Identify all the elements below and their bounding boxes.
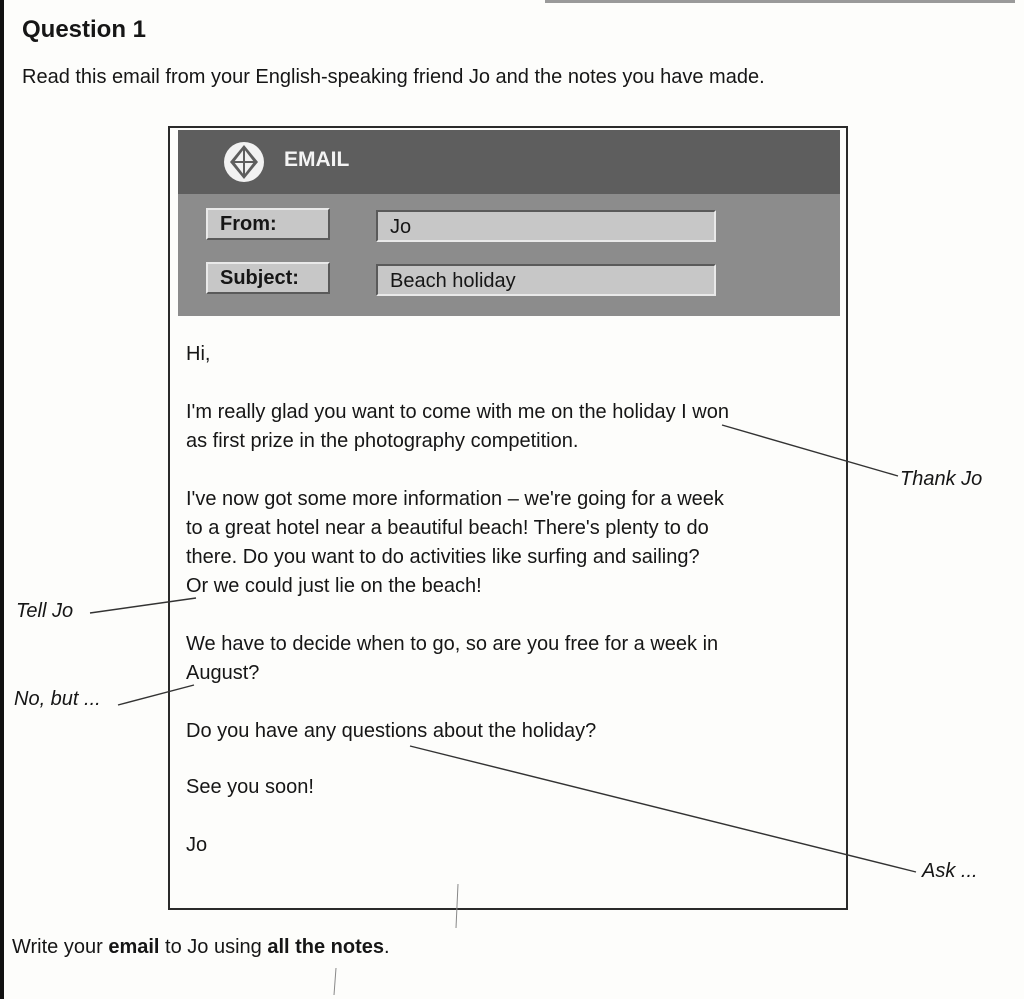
email-title-bar (178, 130, 840, 194)
email-header-fields (178, 194, 840, 316)
email-panel (168, 126, 848, 910)
email-p1-line1: I'm really glad you want to come with me on the holiday I won (186, 401, 729, 423)
from-label: From: (206, 208, 330, 240)
instruction-part2: to Jo using (159, 936, 268, 958)
instruction-part3: . (384, 936, 390, 958)
note-ask: Ask ... (922, 860, 978, 882)
subject-field[interactable]: Beach holiday (376, 264, 716, 296)
email-p2-line1: I've now got some more information – we're going for a week (186, 488, 724, 510)
instruction-bold-email: email (108, 936, 160, 958)
from-field[interactable]: Jo (376, 210, 716, 242)
email-bar-title: EMAIL (284, 148, 350, 171)
email-signoff: Jo (186, 834, 208, 856)
top-rule (545, 0, 1015, 3)
intro-text: Read this email from your English-speaking friend Jo and the notes you have made. (22, 66, 765, 88)
instruction-text (12, 936, 390, 959)
page-left-edge (0, 0, 4, 999)
instruction-part1: Write your (12, 936, 109, 958)
email-p2-line3: there. Do you want to do activities like surfing and sailing? (186, 546, 700, 568)
note-thank-jo: Thank Jo (900, 468, 983, 490)
pencil-mark (334, 968, 336, 995)
question-title: Question 1 (22, 16, 147, 43)
email-greeting: Hi, (186, 343, 211, 365)
email-logo-icon (222, 140, 266, 184)
email-p4: Do you have any questions about the holiday? (186, 720, 597, 742)
subject-label: Subject: (206, 262, 330, 294)
email-p5: See you soon! (186, 776, 314, 798)
instruction-bold-notes: all the notes (267, 936, 385, 958)
note-no-but: No, but ... (14, 688, 101, 710)
email-p3-line2: August? (186, 662, 260, 684)
note-tell-jo: Tell Jo (16, 600, 74, 622)
email-p2-line4: Or we could just lie on the beach! (186, 575, 482, 597)
email-p2-line2: to a great hotel near a beautiful beach! There's plenty to do (186, 517, 709, 539)
email-p1-line2: as first prize in the photography competition. (186, 430, 579, 452)
email-p3-line1: We have to decide when to go, so are you free for a week in (186, 633, 719, 655)
